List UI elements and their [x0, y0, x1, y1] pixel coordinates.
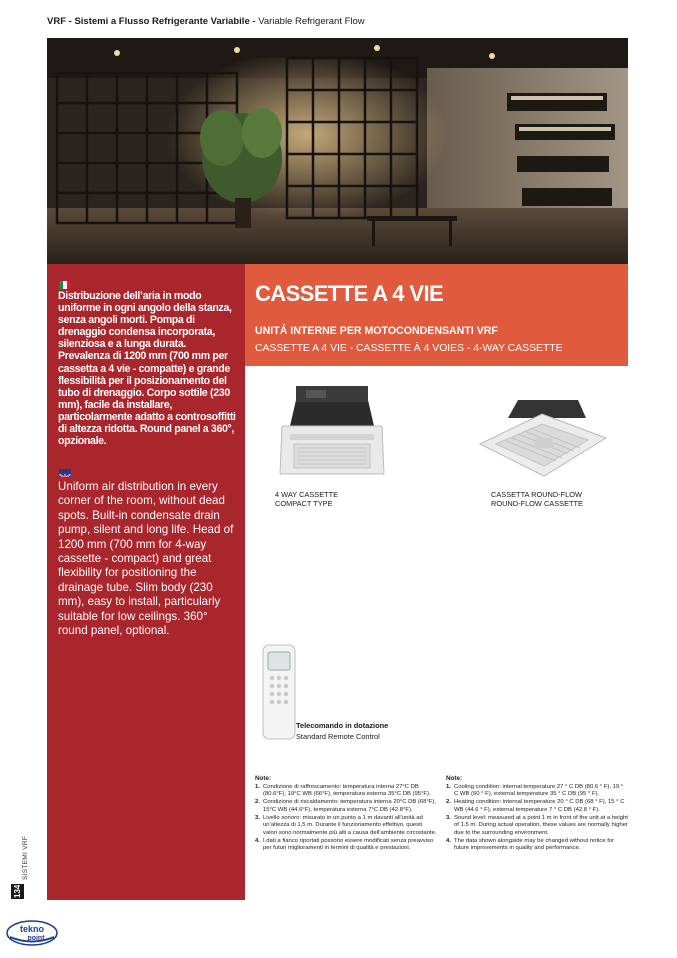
description-english: Uniform air distribution in every corner of the room, without dead spots. Built-in condensate drain pump, silent and long life. Head of 1200 mm (700 mm for 4-way cassette - compact) and great flexibility for positioning the drainage tube. Slim body (230 mm), easy to install, particularly suitable for low ceilings. 360° round panel, optional.: [58, 480, 234, 638]
description-italian: Distribuzione dell’aria in modo uniforme in ogni angolo della stanza, senza angoli morti. Pompa di drenaggio condensa incorporata, silenziosa e a lunga durata. Prevalenza di 1200 mm (700 mm per cassetta a 4 vie - compatte) e grande flessibilità per il posizionamento del tubo di drenaggio. Corpo sottile (230 mm), facile da installare, particolarmente adatto a controsoffitti di altezza ridotta. Round panel a 360°, opzionale.: [58, 290, 236, 448]
note-number: 4.: [446, 837, 451, 844]
page-header: [47, 16, 365, 27]
italy-flag-icon: [59, 281, 71, 289]
product-variants: CASSETTE A 4 VIE - CASSETTE À 4 VOIES - 4-WAY CASSETTE: [255, 343, 563, 354]
notes-italian: [255, 775, 437, 853]
notes-english: [446, 775, 628, 853]
page-number: 134: [13, 884, 22, 899]
page-title: CASSETTE A 4 VIE: [255, 281, 444, 306]
interior-photo-icon: [47, 38, 628, 264]
remote-caption-italian: Telecomando in dotazione: [296, 721, 389, 730]
header-title: VRF - Sistemi a Flusso Refrigerante Variabile -: [47, 16, 259, 27]
note-number: 1.: [446, 783, 451, 790]
note-text: Heating condition: internal temperature 20 ° C DB (68 ° F), 15 ° C WB (44.6 ° F), external temperature 7 ° C DB (42.8 ° F).: [454, 799, 625, 813]
remote-control-image: [262, 644, 296, 740]
teknopoint-logo: [6, 920, 58, 946]
note-number: 2.: [255, 799, 260, 806]
subtitle: UNITÁ INTERNE PER MOTOCONDENSANTI VRF: [255, 325, 498, 337]
round-flow-cassette-image: [478, 398, 608, 478]
notes-title: Note:: [255, 775, 272, 782]
note-item: [255, 838, 437, 853]
note-item: [446, 784, 628, 799]
note-text: Cooling condition: internal temperature 27 ° C DB (80.6 ° F), 19 ° C WB (60 ° F), external temperature 35 ° C DB (95 ° F).: [454, 783, 624, 798]
logo-text-top: tekno: [19, 924, 45, 934]
caption-line: ROUND-FLOW CASSETTE: [491, 499, 583, 509]
note-item: [255, 784, 437, 799]
header-subtitle: Variable Refrigerant Flow: [258, 16, 365, 27]
hero-photo: [47, 38, 628, 264]
note-item: [446, 799, 628, 814]
remote-caption-english: Standard Remote Control: [296, 732, 380, 741]
caption-compact-cassette: [275, 490, 338, 508]
note-text: I dati a fianco riportati possono essere modificati senza preavviso per futuri miglioramenti in termini di qualità e prestazioni.: [263, 837, 434, 852]
caption-round-flow-cassette: [491, 490, 583, 508]
note-number: 2.: [446, 799, 451, 806]
logo-text-bottom: point: [27, 935, 45, 942]
note-item: [255, 815, 437, 838]
note-text: Condizione di riscaldamento: temperatura interna 20°C DB (68°F), 15°C WB (44.6°F), temperatura esterna 7°C DB (42.8°F).: [263, 799, 437, 813]
note-number: 3.: [446, 814, 451, 821]
caption-line: CASSETTA ROUND-FLOW: [491, 490, 583, 499]
section-side-label: SISTEMI VRF: [22, 835, 29, 880]
note-text: Sound level: measured at a point 1 m in front of the unit at a height of 1.5 m. During actual operation, these values are normally higher due to the surrounding environment.: [454, 814, 628, 836]
note-number: 1.: [255, 783, 260, 790]
note-item: [446, 815, 628, 838]
compact-cassette-image: [276, 382, 388, 478]
note-number: 4.: [255, 837, 260, 844]
remote-caption: [296, 720, 388, 742]
note-number: 3.: [255, 814, 260, 821]
note-item: [446, 838, 628, 853]
note-text: Livello sonoro: misurato in un punto a 1 m davanti all’unità ad un’altezza di 1,5 m. Durante il funzionamento effettivo, questi valori sono normalmente più alti a causa dell’ambiente circostante.: [263, 814, 437, 836]
caption-line: COMPACT TYPE: [275, 499, 333, 509]
notes-title: Note:: [446, 775, 463, 782]
note-item: [255, 799, 437, 814]
caption-line: 4 WAY CASSETTE: [275, 490, 339, 499]
note-text: Condizione di raffrescamento: temperatura interna 27°C DB (80.6°F), 19°C WB (66°F), temperatura esterna 35°C DB (95°F).: [263, 783, 431, 798]
note-text: The data shown alongside may be changed without notice for future improvements in quality and performance.: [454, 837, 615, 852]
uk-flag-icon: [59, 469, 71, 477]
